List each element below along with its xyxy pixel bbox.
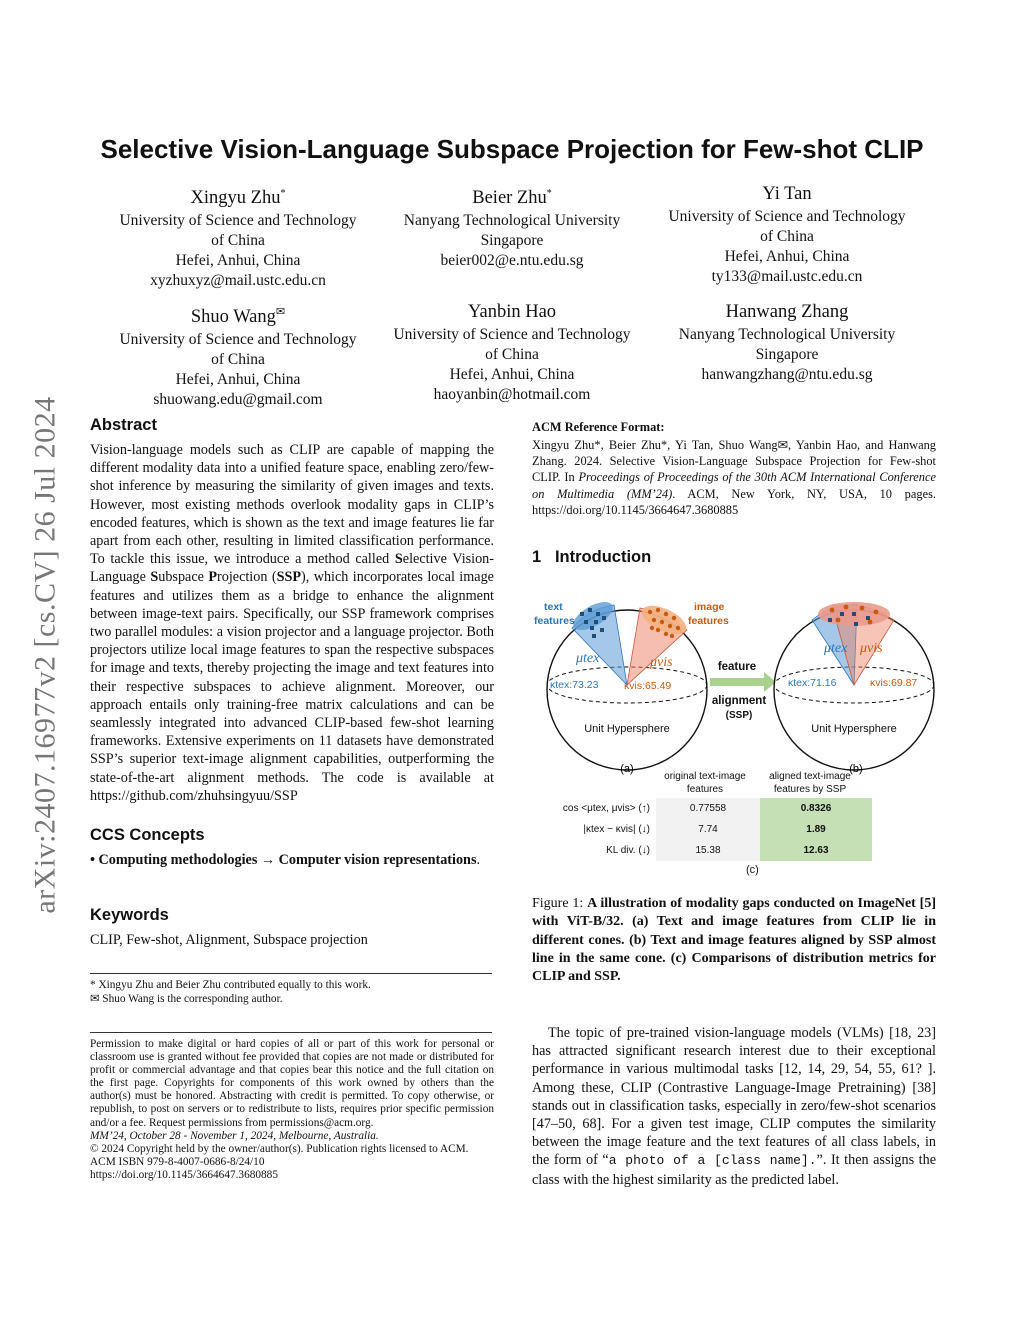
author-location: Hefei, Anhui, China [724, 248, 850, 265]
kappa-vis-label-b: κvis:69.87 [870, 677, 918, 689]
author-email: beier002@e.ntu.edu.sg [440, 252, 584, 270]
table-row [534, 798, 872, 819]
footnote-corresponding: ✉ Shuo Wang is the corresponding author. [90, 993, 283, 1005]
author-email: ty133@mail.ustc.edu.cn [711, 268, 863, 285]
ssp-value: 12.63 [760, 840, 872, 861]
text-features-label: text features [534, 601, 575, 627]
acm-ref-text: Xingyu Zhu*, Beier Zhu*, Yi Tan, Shuo Wang✉, Yanbin Hao, and Hanwang Zhang. 2024. Selective Vision-Language Subspace Projection for Few-shot CLIP. In Proceedings of Proceedings of the 30th ACM International Conference on Multimedia (MM’24). ACM, New York, NY, USA, 10 pages. https://doi.org/10.1145/3664647.3680885 [532, 438, 936, 517]
author-block [103, 300, 373, 410]
author-name: Yanbin Hao [467, 302, 557, 322]
arrow-bottom-label: alignment [711, 695, 767, 707]
paper-title: Selective Vision-Language Subspace Projection for Few-shot CLIP [100, 134, 924, 164]
figure-label-a: (a) [620, 763, 634, 775]
abstract-body: Vision-language models such as CLIP are capable of mapping the different modality data into a unified feature space, enabling zero/few-shot inference by measuring the similarity of given images and texts. However, most existing methods overlook modality gaps in CLIP’s encoded features, which is shown as the text and image features lie far apart from each other, resulting in limited classification performance. To tackle this issue, we introduce a method called Selective Vision-Language Subspace Projection (SSP), which incorporates local image features and utilizes them as a bridge to enhance the alignment between image-text pairs. Specifically, our SSP framework comprises two parallel modules: a vision projector and a language projector. Both projectors utilize local image features to span the respective subspaces for image and texts, thereby projecting the image and text features into their respective subspaces to achieve alignment. Moreover, our approach entails only training-free matrix calculations and can be seamlessly integrated into advanced CLIP-based few-shot learning frameworks. Extensive experiments on 11 datasets have demonstrated SSP’s superior text-image alignment capabilities, outperforming the state-of-the-art alignment methods. The code is available at https://github.com/zhuhsingyuu/SSP [90, 442, 495, 804]
arxiv-sidebar [26, 370, 66, 940]
author-location: Singapore [755, 346, 819, 363]
copyright-line: © 2024 Copyright held by the owner/author(s). Publication rights licensed to ACM. [90, 1142, 469, 1155]
mu-tex-label-b: μtex [824, 641, 848, 656]
table-row [534, 819, 872, 840]
sphere-label-b: Unit Hypersphere [811, 723, 897, 735]
ccs-heading: CCS Concepts [90, 826, 205, 844]
author-block [377, 182, 647, 271]
sphere-label-a: Unit Hypersphere [584, 723, 670, 735]
ssp-value: 1.89 [760, 819, 872, 840]
kappa-tex-label-b: κtex:71.16 [788, 677, 837, 689]
sphere-b [774, 602, 934, 770]
row-label: cos <μtex, μvis> (↑) [562, 803, 650, 814]
permission-rule [90, 1032, 492, 1033]
permission-text: Permission to make digital or hard copies of all or part of this work for personal or classroom use is granted without fee provided that copies are not made or distributed for profit or commercial advantage and that copies bear this notice and the full citation on the first page. Copyrights for components of this work owned by others than the author(s) must be honored. Abstracting with credit is permitted. To copy otherwise, or republish, to post on servers or to redistribute to lists, requires prior specific permission and/or a fee. Request permissions from permissions@acm.org. [90, 1038, 494, 1129]
footnote-rule [90, 973, 492, 974]
figure-label-b: (b) [849, 763, 863, 775]
author-email: xyzhuxyz@mail.ustc.edu.cn [150, 272, 326, 290]
orig-value: 15.38 [656, 840, 760, 861]
intro-heading: 1 Introduction [532, 548, 652, 566]
kappa-tex-label-a: κtex:73.23 [550, 679, 599, 691]
author-block [652, 300, 922, 385]
abstract-heading: Abstract [90, 416, 157, 434]
table-col-ssp: aligned text-image features by SSP [769, 771, 851, 795]
row-label: |κtex − κvis| (↓) [583, 824, 650, 835]
author-name: Beier Zhu* [472, 188, 552, 209]
orig-value: 0.77558 [656, 798, 760, 819]
intro-paragraph: The topic of pre-trained vision-language models (VLMs) [18, 23] has attracted significant research interest due to their exceptional performance in various multimodal tasks [12, 14, 29, 54, 55, 61? ]. Among these, CLIP (Contrastive Language-Image Pretraining) [38] stands out in classification tasks, especially in zero/few-shot scenarios [47–50, 68]. For a given test image, CLIP computes the similarity between the image feature and the text features of all class labels, in the form of “a photo of a [class name].”. It then assigns the class with the highest similarity as the predicted label. [532, 1025, 937, 1188]
metrics-table [534, 798, 872, 861]
figure-label-c: (c) [746, 864, 759, 876]
author-name: Hanwang Zhang [725, 302, 849, 322]
author-affiliation: Nanyang Technological University [678, 326, 896, 343]
author-block [377, 300, 647, 405]
mu-vis-label-a: μvis [650, 655, 673, 670]
isbn-line: ACM ISBN 979-8-4007-0686-8/24/10 [90, 1155, 265, 1168]
table-row [534, 840, 872, 861]
author-email: haoyanbin@hotmail.com [433, 386, 591, 403]
keywords-text: CLIP, Few-shot, Alignment, Subspace projection [90, 932, 368, 948]
author-block [103, 182, 373, 291]
doi-link[interactable]: https://doi.org/10.1145/3664647.3680885 [90, 1168, 278, 1181]
image-features-label: image features [688, 601, 729, 627]
orig-value: 7.74 [656, 819, 760, 840]
author-affiliation: University of Science and Technology [668, 208, 906, 225]
author-affiliation: University of Science and Technology [119, 212, 357, 230]
arxiv-id: arXiv:2407.16977v2 [cs.CV] 26 Jul 2024 [29, 396, 63, 914]
author-affiliation: of China [760, 228, 814, 245]
acm-ref-heading: ACM Reference Format: [532, 420, 665, 434]
arrow-bottom-sub: (SSP) [725, 710, 753, 721]
mu-tex-label-a: μtex [576, 651, 600, 666]
author-name: Yi Tan [762, 184, 812, 204]
arrow-shape [710, 672, 776, 692]
author-email: shuowang.edu@gmail.com [153, 391, 323, 409]
arrow-top-label: feature [717, 661, 757, 673]
footnote-equal: * Xingyu Zhu and Beier Zhu contributed equally to this work. [90, 979, 371, 991]
author-affiliation: University of Science and Technology [393, 326, 631, 343]
figure-caption: Figure 1: A illustration of modality gaps conducted on ImageNet [5] with ViT-B/32. (a) Text and image features from CLIP lie in different cones. (b) Text and image features aligned by SSP almost line in the same cone. (c) Comparisons of distribution metrics for CLIP and SSP. [532, 896, 936, 985]
ccs-text: • Computing methodologies → Computer vision representations. [90, 852, 481, 868]
author-affiliation: of China [211, 232, 265, 250]
conference-line: MM’24, October 28 - November 1, 2024, Melbourne, Australia. [90, 1129, 379, 1142]
author-affiliation: of China [485, 346, 539, 363]
author-location: Singapore [480, 232, 544, 250]
table-col-original: original text-image features [664, 771, 746, 795]
author-affiliation: of China [211, 351, 265, 369]
keywords-heading: Keywords [90, 906, 169, 924]
mu-vis-label-b: μvis [860, 641, 883, 656]
author-block [652, 182, 922, 287]
author-name: Shuo Wang✉ [190, 306, 286, 328]
author-location: Hefei, Anhui, China [175, 252, 301, 270]
kappa-vis-label-a: κvis:65.49 [624, 680, 672, 692]
author-affiliation: Nanyang Technological University [403, 212, 621, 230]
alignment-arrow [710, 661, 776, 721]
ssp-value: 0.8326 [760, 798, 872, 819]
author-location: Hefei, Anhui, China [449, 366, 575, 383]
permission-block [90, 1038, 494, 1182]
author-email: hanwangzhang@ntu.edu.sg [701, 366, 873, 383]
author-name: Xingyu Zhu* [190, 188, 286, 209]
row-label: KL div. (↓) [606, 845, 650, 856]
author-location: Hefei, Anhui, China [175, 371, 301, 389]
author-affiliation: University of Science and Technology [119, 331, 357, 349]
